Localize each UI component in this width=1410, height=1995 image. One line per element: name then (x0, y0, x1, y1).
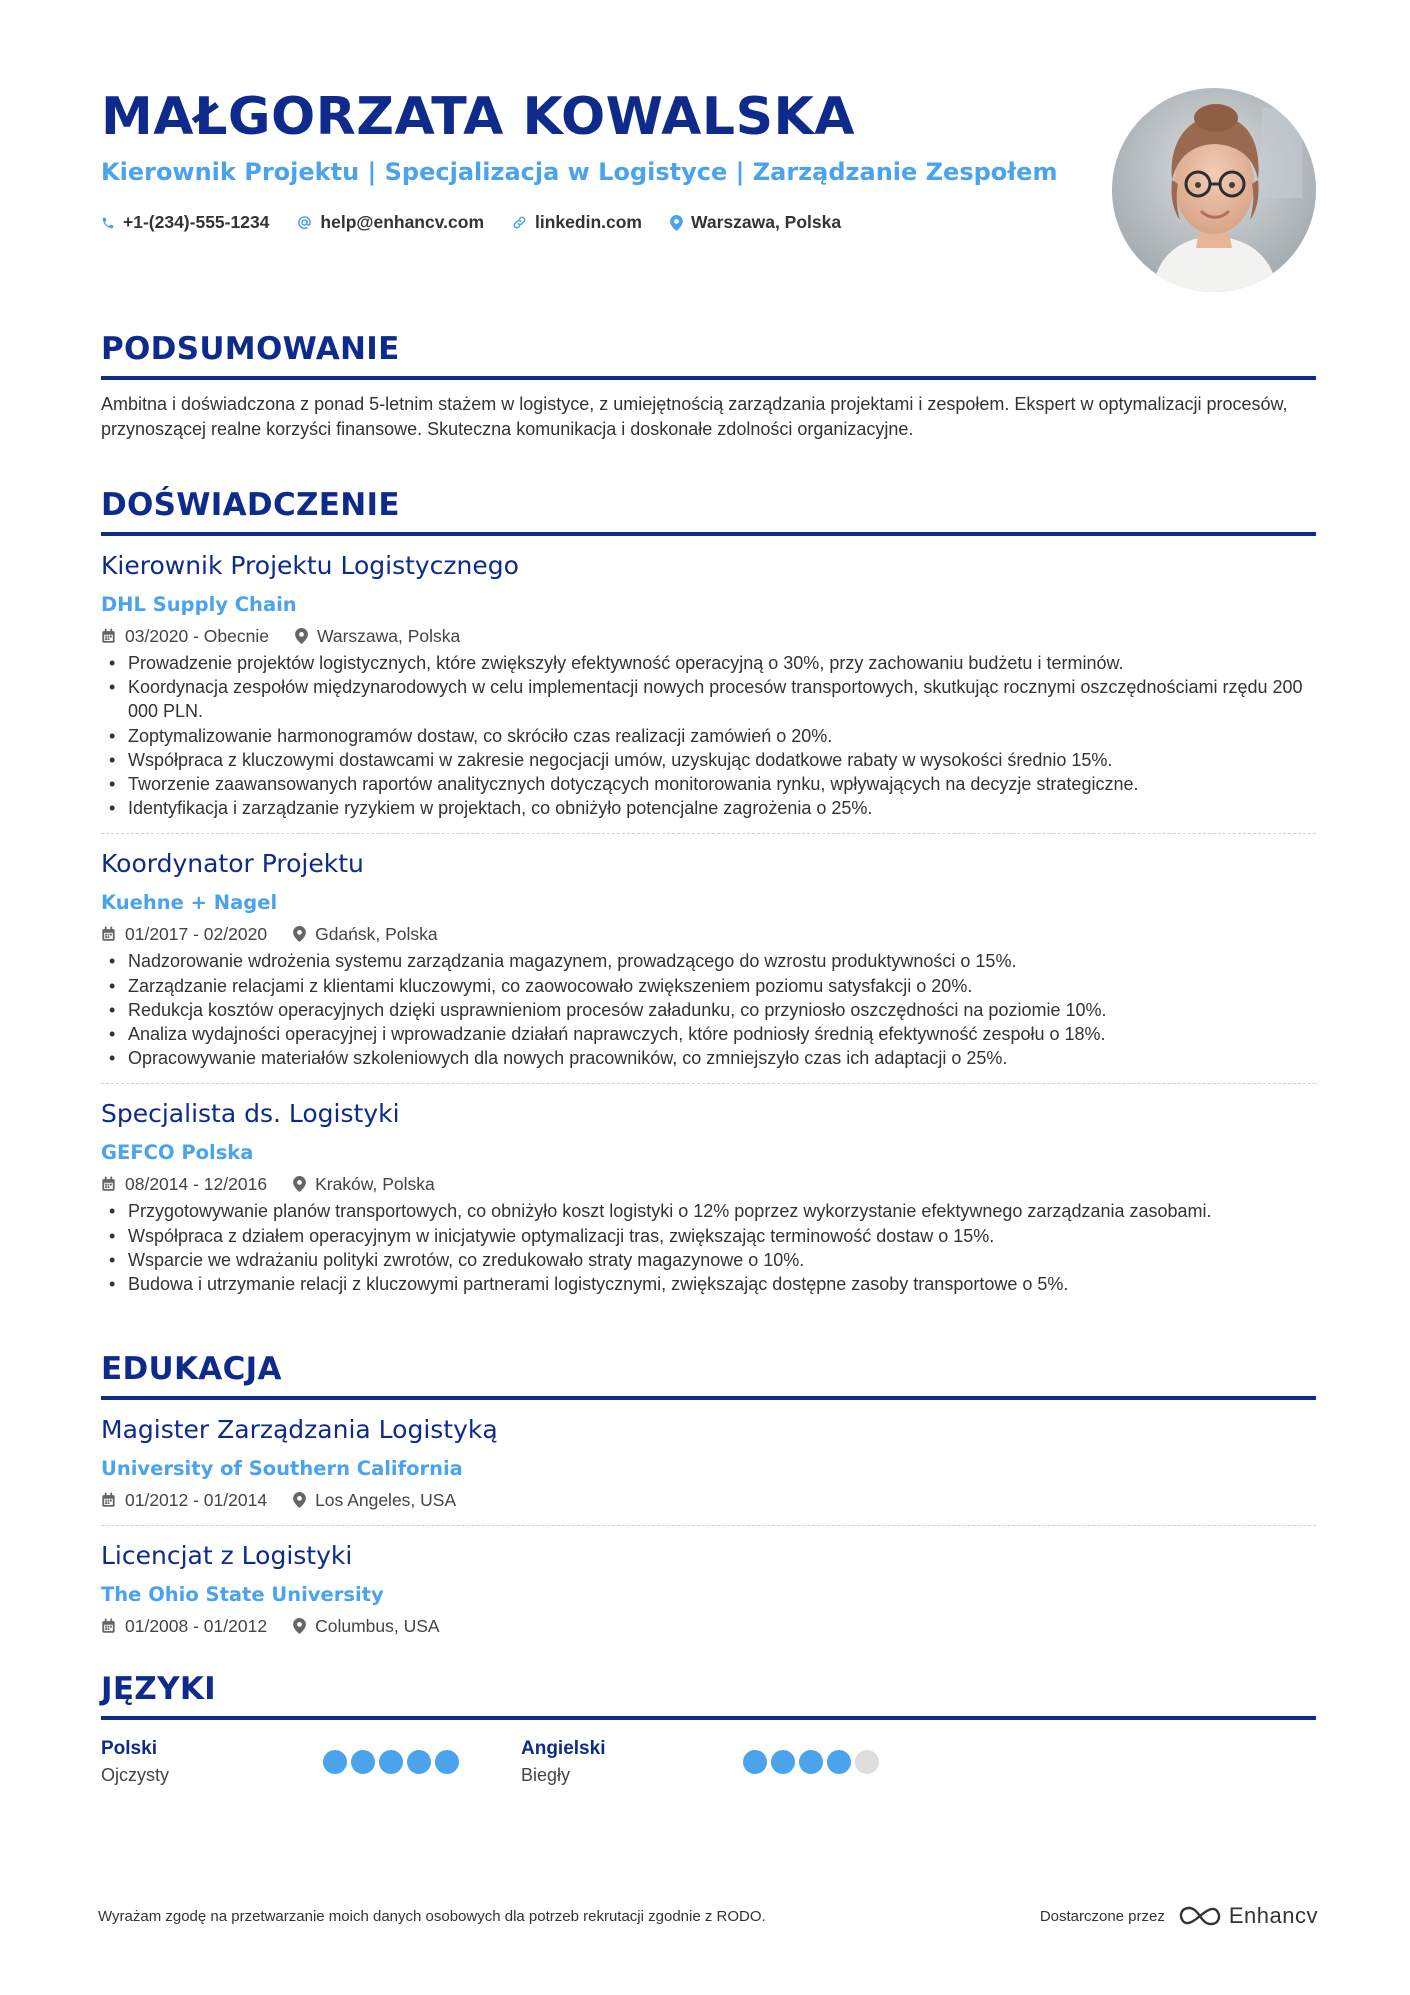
at-icon (297, 215, 312, 230)
location-text: Los Angeles, USA (315, 1490, 457, 1510)
footer (98, 1903, 1318, 1929)
school-name: The Ohio State University (101, 1583, 384, 1606)
rating-dot-filled (435, 1750, 459, 1774)
list-item: • Koordynacja zespołów międzynarodowych w celu implementacji nowych procesów transportowych, skutkując rocznymi oszczędnościami rzędu 200 000 PLN. (101, 675, 1316, 723)
entry-meta (101, 624, 1316, 648)
achievement-list (101, 949, 1316, 1070)
phone-icon (101, 216, 115, 230)
location-text: Gdańsk, Polska (315, 924, 438, 945)
list-item: • Tworzenie zaawansowanych raportów analitycznych dotyczących monitorowania rynku, wpływających na decyzje strategiczne. (101, 772, 1316, 796)
candidate-subtitle: Kierownik Projektu | Specjalizacja w Logistyce | Zarządzanie Zespołem (101, 158, 1058, 186)
list-item: • Opracowywanie materiałów szkoleniowych dla nowych pracowników, co zmniejszyło czas ich adaptacji o 25%. (101, 1046, 1316, 1070)
achievement-list (101, 1199, 1316, 1296)
profile-photo (1112, 88, 1316, 292)
link-icon (512, 215, 527, 230)
linkedin-text: linkedin.com (535, 212, 642, 232)
languages-section (101, 1668, 1316, 1788)
job-title: Specjalista ds. Logistyki (101, 1099, 400, 1129)
list-item: • Współpraca z kluczowymi dostawcami w zakresie negocjacji umów, uzyskując dodatkowe rabaty w wysokości średnio 15%. (101, 748, 1316, 772)
map-pin-icon (293, 1492, 306, 1508)
calendar-icon (101, 926, 116, 942)
degree-title: Magister Zarządzania Logistyką (101, 1415, 498, 1444)
rating-dot-filled (379, 1750, 403, 1774)
contact-phone[interactable] (101, 212, 269, 233)
education-section (101, 1348, 1316, 1638)
brand-name: Enhancv (1228, 1903, 1318, 1928)
entry-meta (101, 1172, 1316, 1196)
list-item: • Analiza wydajności operacyjnej i wprowadzanie działań naprawczych, które podniosły średnią efektywność zespołu o 18%. (101, 1022, 1316, 1046)
rating-dot-filled (323, 1750, 347, 1774)
contact-bar (101, 212, 1061, 233)
contact-email[interactable] (297, 212, 484, 233)
company-name: DHL Supply Chain (101, 593, 297, 616)
language-item (521, 1736, 941, 1788)
education-heading: EDUKACJA (101, 1351, 282, 1387)
calendar-icon (101, 1618, 116, 1634)
list-item: • Nadzorowanie wdrożenia systemu zarządzania magazynem, prowadzącego do wzrostu produktywności o 15%. (101, 949, 1316, 973)
rating-dot-filled (743, 1750, 767, 1774)
summary-heading: PODSUMOWANIE (101, 331, 400, 367)
list-item: • Przygotowywanie planów transportowych, co obniżyło koszt logistyki o 12% poprzez wykorzystanie efektywnego zarządzania zasobami. (101, 1199, 1316, 1223)
dates-text: 01/2008 - 01/2012 (125, 1616, 268, 1636)
rating-dot-filled (407, 1750, 431, 1774)
map-pin-icon (670, 215, 683, 231)
candidate-name: MAŁGORZATA KOWALSKA (101, 87, 856, 147)
rating-dot-filled (771, 1750, 795, 1774)
entry-dates (101, 922, 267, 946)
entry-dates (101, 1488, 267, 1512)
entry-meta (101, 922, 1316, 946)
section-divider (101, 376, 1316, 380)
dates-text: 01/2012 - 01/2014 (125, 1490, 268, 1510)
enhancv-logo-icon (1177, 1904, 1223, 1928)
entry-location (293, 1172, 435, 1196)
map-pin-icon (293, 1618, 306, 1634)
rating-dot-filled (799, 1750, 823, 1774)
language-item (101, 1736, 521, 1788)
section-divider (101, 1716, 1316, 1720)
list-item: • Budowa i utrzymanie relacji z kluczowymi partnerami logistycznymi, zwiększając dostępne zasoby transportowe o 5%. (101, 1272, 1316, 1296)
degree-title: Licencjat z Logistyki (101, 1541, 353, 1570)
brand-attribution[interactable] (1040, 1903, 1318, 1929)
language-level: Ojczysty (101, 1765, 170, 1785)
calendar-icon (101, 1176, 116, 1192)
location-text: Warszawa, Polska (317, 626, 461, 646)
language-rating (743, 1750, 883, 1788)
contact-linkedin[interactable] (512, 212, 642, 233)
entry-location (293, 1614, 440, 1638)
language-name: Polski (101, 1738, 157, 1759)
entry-location (295, 624, 460, 648)
map-pin-icon (293, 926, 306, 942)
entry-divider (101, 833, 1316, 834)
language-level: Biegły (521, 1765, 571, 1785)
section-divider (101, 1396, 1316, 1400)
entry-meta (101, 1488, 1316, 1512)
entry-dates (101, 1614, 267, 1638)
company-name: GEFCO Polska (101, 1141, 254, 1165)
phone-text: +1-(234)-555-1234 (123, 212, 270, 232)
summary-text: Ambitna i doświadczona z ponad 5-letnim stażem w logistyce, z umiejętnością zarządzania projektami i zespołem. Ekspert w optymalizacji procesów, przynoszącej realne korzyści finansowe. Skuteczna komunikacja i doskonałe zdolności organizacyjne. (101, 394, 1288, 439)
consent-text: Wyrażam zgodę na przetwarzanie moich danych osobowych dla potrzeb rekrutacji zgodnie z RODO. (98, 1907, 766, 1925)
summary-section (101, 328, 1316, 442)
job-title: Koordynator Projektu (101, 849, 364, 879)
job-title: Kierownik Projektu Logistycznego (101, 551, 519, 580)
entry-dates (101, 1172, 267, 1196)
dates-text: 01/2017 - 02/2020 (125, 924, 268, 945)
school-name: University of Southern California (101, 1457, 463, 1480)
map-pin-icon (293, 1176, 306, 1192)
company-name: Kuehne + Nagel (101, 891, 278, 915)
calendar-icon (101, 628, 116, 644)
list-item: • Zoptymalizowanie harmonogramów dostaw, co skróciło czas realizacji zamówień o 20%. (101, 724, 1316, 748)
list-item: • Zarządzanie relacjami z klientami kluczowymi, co zaowocowało zwiększeniem poziomu satysfakcji o 20%. (101, 974, 1316, 998)
entry-location (293, 1488, 456, 1512)
entry-meta (101, 1614, 1316, 1638)
rating-dot-filled (827, 1750, 851, 1774)
experience-entry (101, 1098, 1316, 1296)
languages-heading: JĘZYKI (101, 1671, 216, 1707)
education-entry (101, 1414, 1316, 1526)
language-name: Angielski (521, 1738, 606, 1759)
location-text: Warszawa, Polska (690, 212, 842, 232)
list-item: • Redukcja kosztów operacyjnych dzięki usprawnieniom procesów załadunku, co przyniosło oszczędności na poziomie 10%. (101, 998, 1316, 1022)
section-divider (101, 532, 1316, 536)
dates-text: 08/2014 - 12/2016 (125, 1174, 268, 1195)
experience-entry (101, 550, 1316, 834)
experience-entry (101, 848, 1316, 1084)
entry-divider (101, 1083, 1316, 1084)
entry-dates (101, 624, 269, 648)
list-item: • Współpraca z działem operacyjnym w inicjatywie optymalizacji tras, zwiększając terminowość dostaw o 15%. (101, 1224, 1316, 1248)
map-pin-icon (295, 628, 308, 644)
powered-by-label: Dostarczone przez (1039, 1907, 1165, 1925)
header (101, 82, 1061, 233)
email-text: help@enhancv.com (320, 212, 485, 232)
language-rating (323, 1750, 463, 1788)
contact-location (670, 212, 841, 233)
list-item: • Prowadzenie projektów logistycznych, które zwiększyły efektywność operacyjną o 30%, przy zachowaniu budżetu i terminów. (101, 651, 1316, 675)
rating-dot-empty (855, 1750, 879, 1774)
experience-section (101, 484, 1316, 1296)
experience-heading: DOŚWIADCZENIE (101, 487, 400, 523)
calendar-icon (101, 1492, 116, 1508)
location-text: Columbus, USA (315, 1616, 440, 1636)
entry-location (293, 922, 438, 946)
dates-text: 03/2020 - Obecnie (125, 626, 269, 646)
list-item: • Identyfikacja i zarządzanie ryzykiem w projektach, co obniżyło potencjalne zagrożenia o 25%. (101, 796, 1316, 820)
education-entry (101, 1540, 1316, 1638)
languages-list (101, 1736, 1316, 1788)
achievement-list (101, 651, 1316, 820)
rating-dot-filled (351, 1750, 375, 1774)
entry-divider (101, 1525, 1316, 1526)
location-text: Kraków, Polska (315, 1174, 435, 1195)
list-item: • Wsparcie we wdrażaniu polityki zwrotów, co zredukowało straty magazynowe o 10%. (101, 1248, 1316, 1272)
